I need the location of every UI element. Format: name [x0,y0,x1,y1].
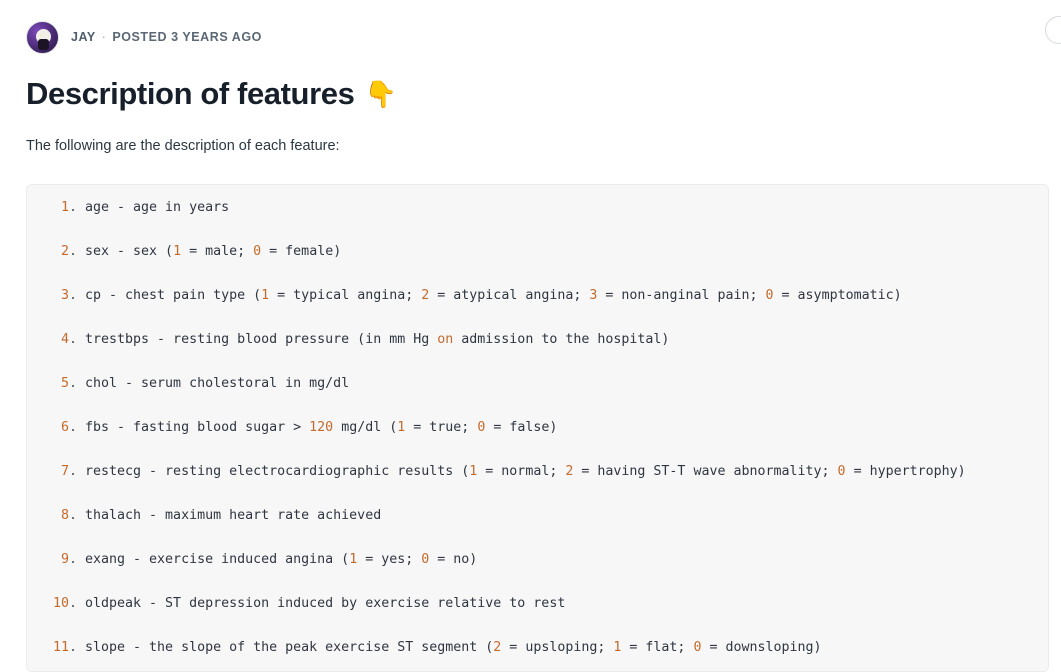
author-name[interactable]: JAY [71,30,96,44]
code-token: 1 [397,420,406,435]
code-token: exang - exercise induced angina ( [85,552,350,567]
code-line-number: 5. [60,376,77,391]
code-lines [27,185,1048,672]
code-token: admission to the hospital) [453,332,670,347]
code-line-number: 7. [60,464,77,479]
code-token: chol - serum cholestoral in mg/dl [85,376,350,391]
code-token: 0 [253,244,262,259]
code-line-text [77,333,669,346]
byline-separator: · [101,30,107,44]
intro-paragraph: The following are the description of each feature: [26,137,340,154]
code-line-text [77,465,966,478]
code-line-text [77,289,902,302]
code-token: 2 [565,464,574,479]
code-token: = upsloping; [501,640,614,655]
code-line [27,245,1048,289]
code-line [27,641,1048,672]
code-line-number: 3. [60,288,77,303]
code-token: = false) [485,420,558,435]
code-token: = male; [181,244,254,259]
code-line-text [77,421,557,434]
page-title-text: Description of features [26,76,355,111]
code-token: restecg - resting electrocardiographic results ( [85,464,470,479]
code-line-number: 6. [60,420,77,435]
code-token: = having ST-T wave abnormality; [573,464,838,479]
code-token: 1 [469,464,478,479]
code-token: thalach - maximum heart rate achieved [85,508,382,523]
code-token: cp - chest pain type ( [85,288,262,303]
code-line-text [77,553,477,566]
code-token: = yes; [357,552,422,567]
code-block[interactable] [26,184,1049,672]
code-token: age - age in years [85,200,230,215]
code-token: 1 [173,244,182,259]
code-token: sex - sex ( [85,244,174,259]
code-line-number: 8. [60,508,77,523]
code-token: = atypical angina; [429,288,590,303]
code-line-text [77,597,565,610]
code-token: = typical angina; [269,288,422,303]
code-token: = asymptomatic) [773,288,902,303]
code-token: = true; [405,420,478,435]
code-token: = flat; [621,640,694,655]
code-line [27,377,1048,421]
code-token: = non-anginal pain; [597,288,766,303]
code-token: = downsloping) [701,640,822,655]
byline-text [71,30,262,44]
code-line-number: 1. [60,200,77,215]
code-token: slope - the slope of the peak exercise ST segment ( [85,640,494,655]
code-token: = normal; [477,464,566,479]
page-title [26,76,1061,112]
byline [0,0,1061,60]
code-token: 0 [837,464,846,479]
code-line-text [77,201,229,214]
code-line [27,333,1048,377]
code-line [27,553,1048,597]
code-line-text [77,245,341,258]
code-token: 0 [421,552,430,567]
code-token: 120 [309,420,334,435]
code-line [27,597,1048,641]
code-line [27,421,1048,465]
code-token: 1 [261,288,270,303]
point-down-icon: 👇 [364,78,397,109]
code-line [27,201,1048,245]
code-token: = hypertrophy) [845,464,966,479]
code-token: oldpeak - ST depression induced by exercise relative to rest [85,596,566,611]
code-token: 1 [349,552,358,567]
code-token: on [437,332,454,347]
post-date: POSTED 3 YEARS AGO [112,30,262,44]
code-token: 1 [613,640,622,655]
code-token: 0 [477,420,486,435]
code-line [27,465,1048,509]
code-token: 2 [493,640,502,655]
code-line [27,289,1048,333]
code-token: trestbps - resting blood pressure (in mm Hg [85,332,438,347]
code-line-number: 9. [60,552,77,567]
code-token: mg/dl ( [333,420,398,435]
code-token: 0 [765,288,774,303]
code-token: fbs - fasting blood sugar > [85,420,310,435]
code-token: 2 [421,288,430,303]
code-line-number: 10. [52,596,77,611]
code-line-text [77,377,349,390]
code-line-number: 11. [52,640,77,655]
code-token: = female) [261,244,342,259]
code-line-number: 2. [60,244,77,259]
code-token: 3 [589,288,598,303]
code-line [27,509,1048,553]
code-line-text [77,641,822,654]
avatar[interactable] [26,21,59,54]
code-token: = no) [429,552,478,567]
code-line-number: 4. [60,332,77,347]
code-line-text [77,509,381,522]
code-token: 0 [693,640,702,655]
